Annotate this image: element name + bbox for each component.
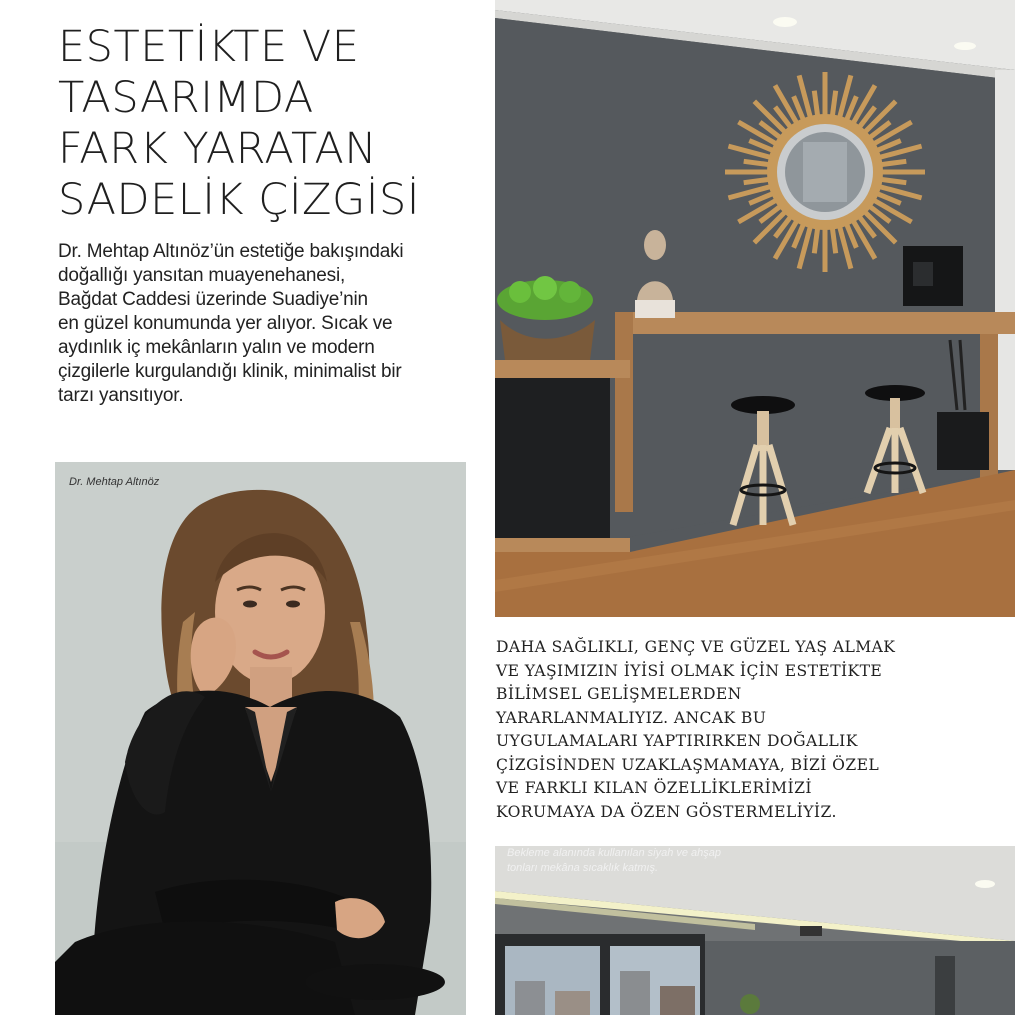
quote-line-4: YARARLANMALIYIZ. ANCAK BU <box>496 708 767 727</box>
quote-line-5: UYGULAMALARI YAPTIRIRKEN DOĞALLIK <box>496 732 858 750</box>
bottom-photo-caption <box>507 846 737 876</box>
interior-illustration-top <box>495 0 1015 617</box>
intro-line-6: çizgilerle kurgulandığı klinik, minimalist bir <box>58 361 402 382</box>
article-intro <box>58 240 478 408</box>
mirror-ray <box>880 179 907 183</box>
interior-photo-bottom <box>495 846 1015 1015</box>
intro-line-5: aydınlık iç mekânların yalın ve modern <box>58 337 375 358</box>
mirror-ray <box>744 161 771 165</box>
quote-line-7: VE FARKLI KILAN ÖZELLİKLERİMİZİ <box>496 779 812 797</box>
bottom-caption-line-2: tonları mekâna sıcaklık katmış. <box>507 862 658 874</box>
portrait-photo <box>55 462 466 1015</box>
headline-line-1: ESTETİKTE VE <box>58 22 360 72</box>
article-headline <box>58 22 458 226</box>
mirror-ray <box>814 91 818 118</box>
mirror-ray <box>814 227 818 254</box>
quote-line-8: KORUMAYA DA ÖZEN GÖSTERMELİYİZ. <box>496 802 837 821</box>
intro-line-2: doğallığı yansıtan muayenehanesi, <box>58 265 346 286</box>
headline-line-3: FARK YARATAN <box>58 124 378 174</box>
mirror-ray <box>744 179 771 183</box>
headline-line-2: TASARIMDA <box>58 73 314 123</box>
intro-line-7: tarzı yansıtıyor. <box>58 385 184 406</box>
quote-line-6: ÇİZGİSİNDEN UZAKLAŞMAMAYA, BİZİ ÖZEL <box>496 755 880 774</box>
portrait-illustration <box>55 462 466 1015</box>
intro-line-4: en güzel konumunda yer alıyor. Sıcak ve <box>58 313 393 334</box>
interior-photo-top <box>495 0 1015 617</box>
intro-line-3: Bağdat Caddesi üzerinde Suadiye’nin <box>58 289 368 310</box>
mirror-ray <box>832 91 836 118</box>
quote-line-3: BİLİMSEL GELİŞMELERDEN <box>496 685 742 703</box>
portrait-caption: Dr. Mehtap Altınöz <box>69 476 160 488</box>
bottom-caption-line-1: Bekleme alanında kullanılan siyah ve ahşap <box>507 847 722 859</box>
quote-line-2: VE YAŞIMIZIN İYİSİ OLMAK İÇİN ESTETİKTE <box>496 661 883 680</box>
intro-line-1: Dr. Mehtap Altınöz’ün estetiğe bakışındaki <box>58 241 404 262</box>
mirror-ray <box>832 227 836 254</box>
headline-line-4: SADELİK ÇİZGİSİ <box>58 175 420 225</box>
mirror-ray <box>880 161 907 165</box>
quote-line-1: DAHA SAĞLIKLI, GENÇ VE GÜZEL YAŞ ALMAK <box>496 638 896 656</box>
pull-quote <box>496 636 976 824</box>
